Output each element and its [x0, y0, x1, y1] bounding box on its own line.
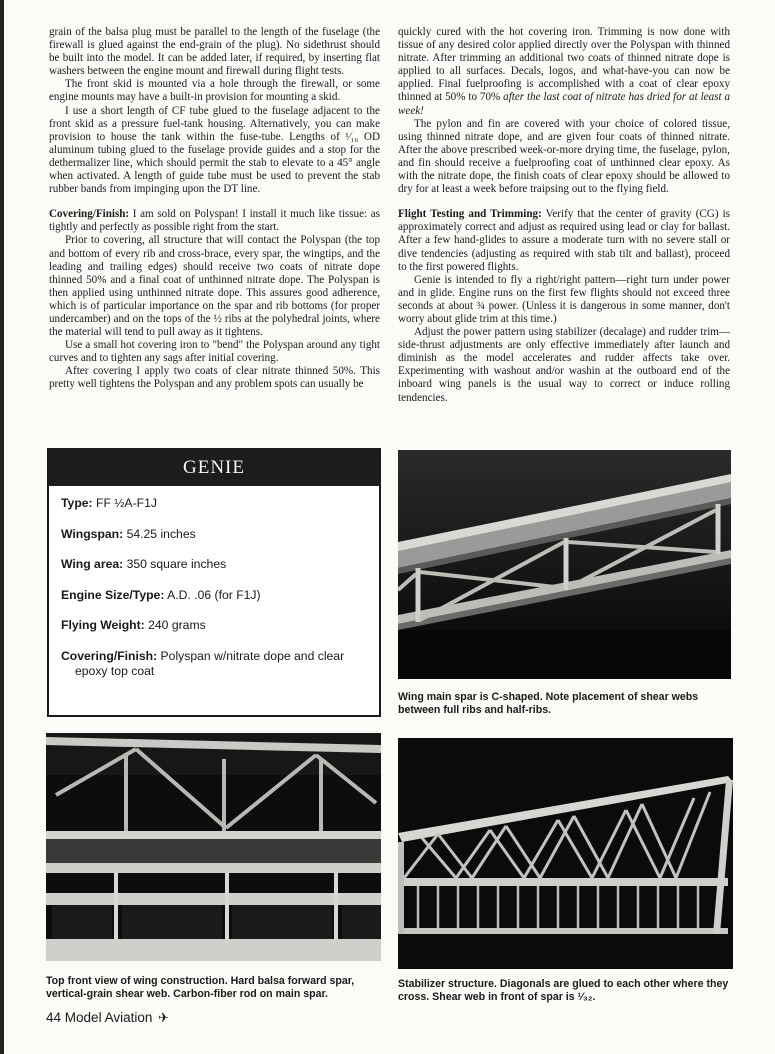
spec-value: A.D. .06 (for F1J) — [164, 587, 261, 602]
paragraph: I use a short length of CF tube glued to the fuselage adjacent to the front skid as a pressure fuel-tank housing. Alternatively, you can make provision to house the tank within the fuse-tube. Lengths of ¹⁄₁₆ OD aluminum tubing glued to the fuselage provide guides and a stop for the dethermalizer line, which should permit the stab to elevate to a 45° angle when activated. A length of guide tube must be used to prevent the stab rubber bands from impinging upon the DT line. — [49, 104, 380, 196]
spec-row — [61, 618, 365, 633]
paragraph-covering — [49, 208, 380, 234]
magazine-name: Model Aviation — [64, 1010, 153, 1025]
emphasis-text: after the last coat of nitrate has dried for at least a week! — [398, 91, 730, 117]
article-column-right — [398, 26, 730, 405]
spec-label: Flying Weight: — [61, 618, 145, 632]
paragraph-text: I am sold on Polyspan! I install it much like tissue: as tightly and perfectly as possible right from the start. — [49, 208, 380, 234]
section-heading: Flight Testing and Trimming: — [398, 208, 542, 221]
spec-value: 54.25 inches — [123, 526, 196, 541]
paragraph-text: Verify that the center of gravity (CG) is approximately correct and adjust as required using lead or clay for ballast. After a few hand-glides to assure a moderate turn with no severe stall or dive tendencies (adjusting as required with stab tilt and ballast), proceed to the first powered flights. — [398, 208, 730, 273]
photo-wing-spar — [398, 450, 731, 679]
page-edge — [0, 0, 4, 1054]
photo-wing-spar-image — [398, 450, 731, 679]
spec-row — [61, 527, 365, 542]
caption-wing-spar: Wing main spar is C-shaped. Note placement of shear webs between full ribs and half-ribs. — [398, 691, 699, 716]
caption-top-front-view: Top front view of wing construction. Hard balsa forward spar, vertical-grain shear web. Carbon-fiber rod on main spar. — [46, 975, 355, 1000]
paragraph: After covering I apply two coats of clear nitrate thinned 50%. This pretty well tightens the Polyspan and any problem spots can usually be — [49, 365, 380, 391]
section-heading: Covering/Finish: — [49, 208, 130, 221]
spec-label: Engine Size/Type: — [61, 587, 165, 602]
spec-label: Wing area: — [61, 557, 124, 571]
paragraph: grain of the balsa plug must be parallel to the length of the fuselage (the firewall is glued against the end-grain of the plug). No sidethrust should be built into the model. It can be added later, if required, by inserting flat washers between the engine mount and firewall during flight tests. — [49, 26, 380, 78]
paragraph — [398, 26, 730, 118]
paragraph: The pylon and fin are covered with your choice of colored tissue, using thinned nitrate dope, and are given four coats of thinned nitrate. After the above prescribed week-or-more drying time, the fuselage, pylon, and fin should receive a fuelproofing coat of unthinned clear epoxy. As with the nitrate dope, the finish coats of clear epoxy should be allowed to dry for at least a week before traipsing out to the flying field. — [398, 117, 730, 196]
page-number: 44 — [46, 1010, 62, 1025]
spec-row — [61, 649, 365, 679]
paragraph: Genie is intended to fly a right/right pattern—right turn under power and in glide. Engine runs on the first few flights should not exceed three seconds at about ¾ power. (Unless it is dangerous in some manner, don't worry about glide trim at this time.) — [398, 273, 730, 325]
paragraph-flight-testing — [398, 208, 730, 273]
caption-stabilizer: Stabilizer structure. Diagonals are glued to each other where they cross. Shear web in front of spar is ¹⁄₃₂. — [398, 978, 729, 1003]
spec-row — [61, 496, 365, 511]
paragraph: Adjust the power pattern using stabilizer (decalage) and rudder trim—side-thrust adjustments are only effective immediately after launch and diminish as the model accelerates and rudder affects take over. Experimenting with washout and/or washin at the outboard end of the inboard wing panels is the usual way to correct or induce rolling tendencies. — [398, 326, 730, 404]
photo-stabilizer-image — [398, 738, 733, 969]
paragraph-text: quickly cured with the hot covering iron. Trimming is now done with tissue of any desired color applied directly over the Polyspan with thinned nitrate. After trimming an additional two coats of thinned nitrate dope is applied to all surfaces. Decals, logos, and what-have-you can now be applied. Final fuelproofing is accomplished with a coat of clear epoxy thinned at 50% to 70% — [398, 26, 730, 104]
article-column-left — [49, 26, 380, 392]
page-footer — [46, 1010, 169, 1026]
spec-value: Polyspan w/nitrate dope and clear — [157, 648, 345, 663]
specifications-box — [47, 448, 381, 717]
spec-label: Wingspan: — [61, 526, 124, 541]
spec-value: FF ½A-F1J — [92, 496, 157, 510]
paragraph: The front skid is mounted via a hole through the firewall, or some engine mounts may have a built-in provision for mounting a skid. — [49, 78, 380, 104]
spec-row — [61, 588, 365, 603]
spec-label: Type: — [61, 496, 93, 510]
spec-box-title: GENIE — [49, 450, 379, 486]
spec-label: Covering/Finish: — [61, 648, 158, 663]
photo-top-front-view — [46, 733, 381, 961]
spec-value: 350 square inches — [123, 557, 227, 571]
spec-value: 240 grams — [144, 618, 206, 632]
photo-stabilizer — [398, 738, 733, 969]
photo-top-front-view-image — [46, 733, 381, 961]
spec-value-continued: epoxy top coat — [75, 663, 155, 678]
paragraph: Prior to covering, all structure that will contact the Polyspan (the top and bottom of every rib and cross-brace, every spar, the wingtips, and the leading and trailing edges) should receive two coats of nitrate dope thinned 50% and a final coat of unthinned nitrate dope. The Polyspan is then applied using unthinned nitrate dope. This assures good adherence, which is of particular importance on the spar and rib bottoms (for proper undercamber) and on the tops of the ½ ribs at the polyhedral joints, where the material will tend to pull away as it tightens. — [49, 234, 380, 339]
spec-row — [61, 557, 365, 572]
airplane-icon: ✈ — [158, 1010, 170, 1025]
spec-list — [49, 486, 379, 679]
paragraph: Use a small hot covering iron to "bend" the Polyspan around any tight curves and to tighten any sags after initial covering. — [49, 339, 380, 365]
